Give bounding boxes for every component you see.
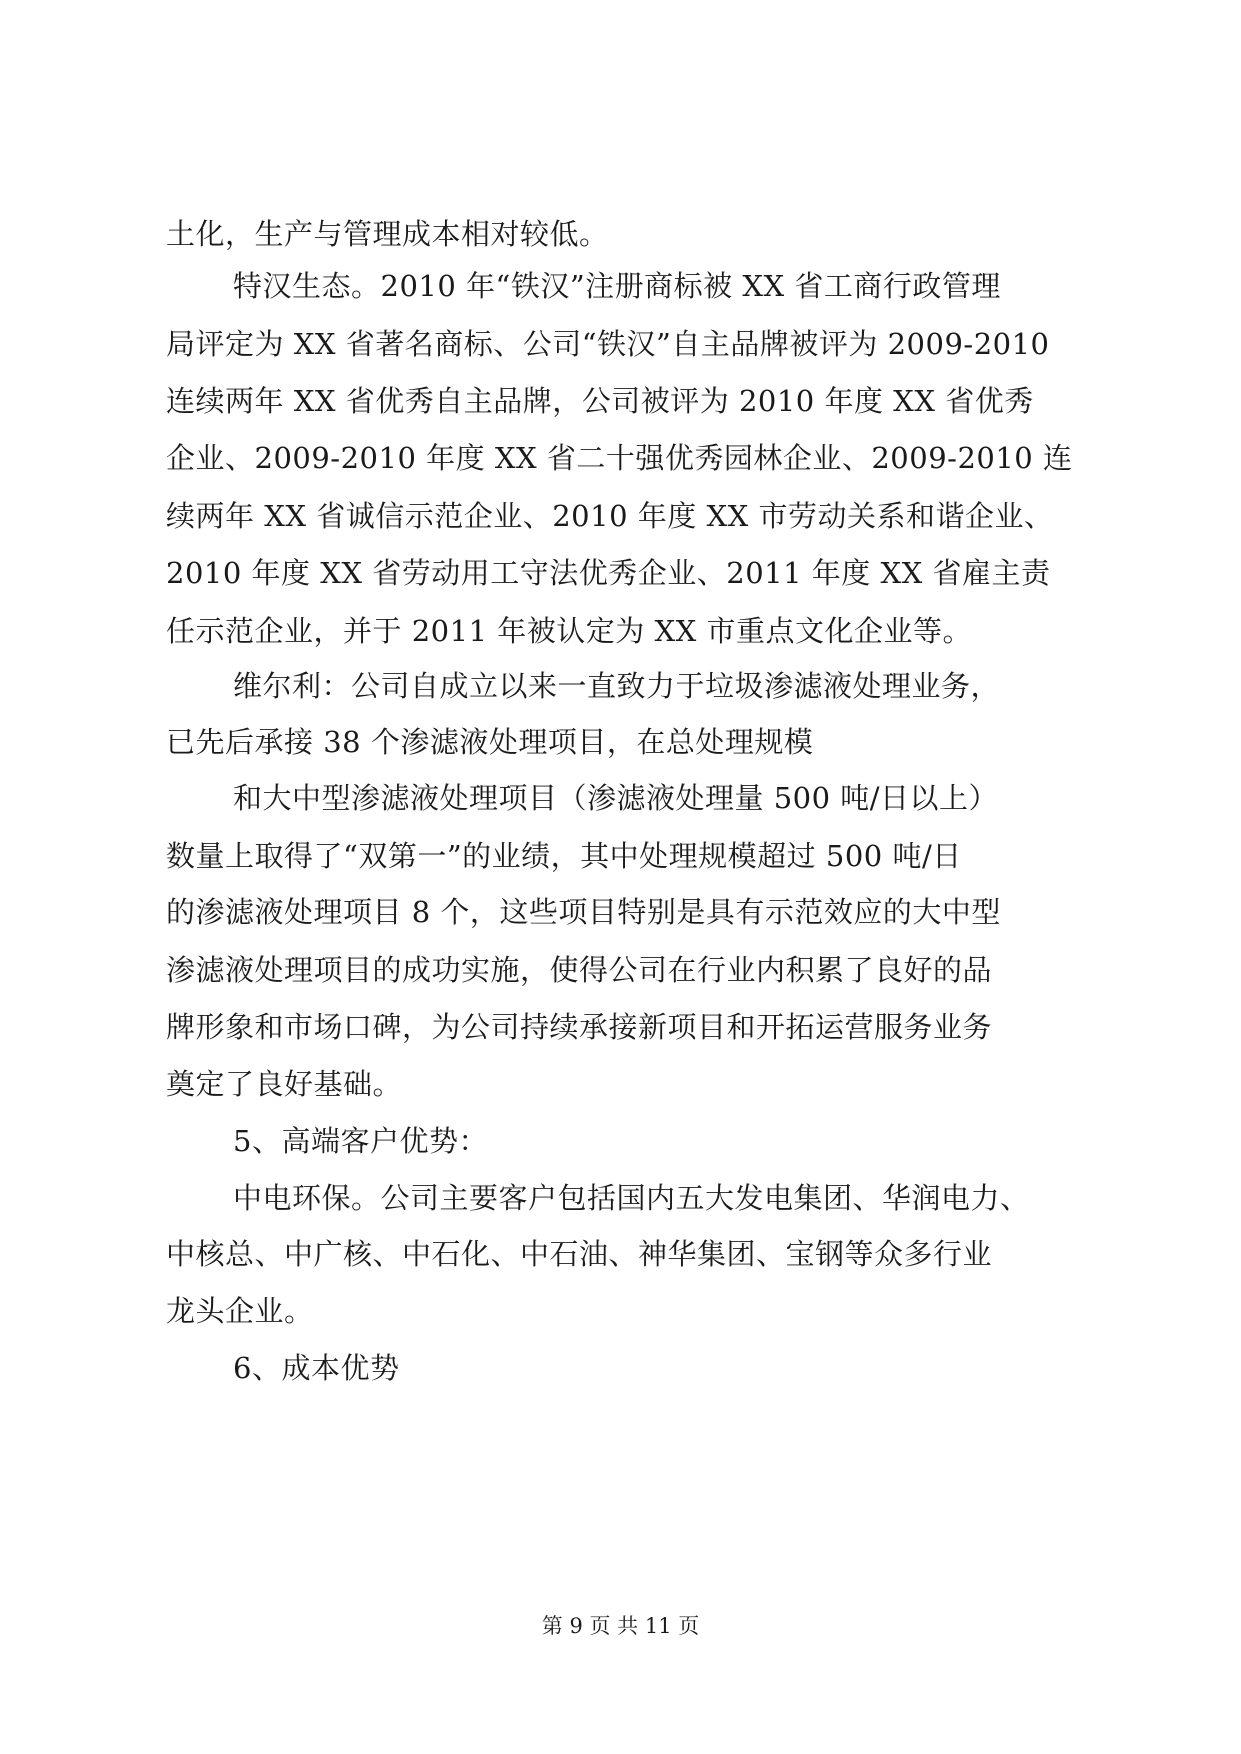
text-line-8: 任示范企业，并于 2011 年被认定为 XX 市重点文化企业等。 [166, 614, 972, 648]
text-line-4: 连续两年 XX 省优秀自主品牌，公司被评为 2010 年度 XX 省优秀 [166, 384, 1034, 418]
text-line-20: 龙头企业。 [166, 1294, 314, 1328]
text-line-12: 数量上取得了“双第一”的业绩，其中处理规模超过 500 吨/日 [166, 839, 962, 873]
text-line-7: 2010 年度 XX 省劳动用工守法优秀企业、2011 年度 XX 省雇主责 [166, 556, 1051, 590]
text-line-9: 维尔利：公司自成立以来一直致力于垃圾渗滤液处理业务， [233, 669, 1001, 703]
text-line-6: 续两年 XX 省诚信示范企业、2010 年度 XX 市劳动关系和谐企业、 [166, 499, 1054, 533]
text-line-16: 奠定了良好基础。 [166, 1067, 403, 1101]
text-line-3: 局评定为 XX 省著名商标、公司“铁汉”自主品牌被评为 2009-2010 [166, 327, 1050, 361]
text-line-18: 中电环保。公司主要客户包括国内五大发电集团、华润电力、 [233, 1181, 1030, 1215]
text-line-11: 和大中型渗滤液处理项目（渗滤液处理量 500 吨/日以上） [233, 781, 999, 815]
text-line-5: 企业、2009-2010 年度 XX 省二十强优秀园林企业、2009-2010 连 [166, 441, 1073, 475]
section-heading-6: 6、成本优势 [233, 1351, 400, 1385]
text-line-19: 中核总、中广核、中石化、中石油、神华集团、宝钢等众多行业 [166, 1237, 993, 1271]
text-line-13: 的渗滤液处理项目 8 个，这些项目特别是具有示范效应的大中型 [166, 895, 1001, 929]
page-footer: 第 9 页 共 11 页 [541, 1614, 700, 1638]
text-line-15: 牌形象和市场口碑，为公司持续承接新项目和开拓运营服务业务 [166, 1010, 993, 1044]
text-line-14: 渗滤液处理项目的成功实施，使得公司在行业内积累了良好的品 [166, 953, 993, 987]
section-heading-5: 5、高端客户优势： [233, 1124, 488, 1158]
text-line-1: 土化，生产与管理成本相对较低。 [166, 217, 609, 251]
text-line-2: 特汉生态。2010 年“铁汉”注册商标被 XX 省工商行政管理 [233, 269, 1001, 303]
text-line-10: 已先后承接 38 个渗滤液处理项目，在总处理规模 [166, 725, 814, 759]
